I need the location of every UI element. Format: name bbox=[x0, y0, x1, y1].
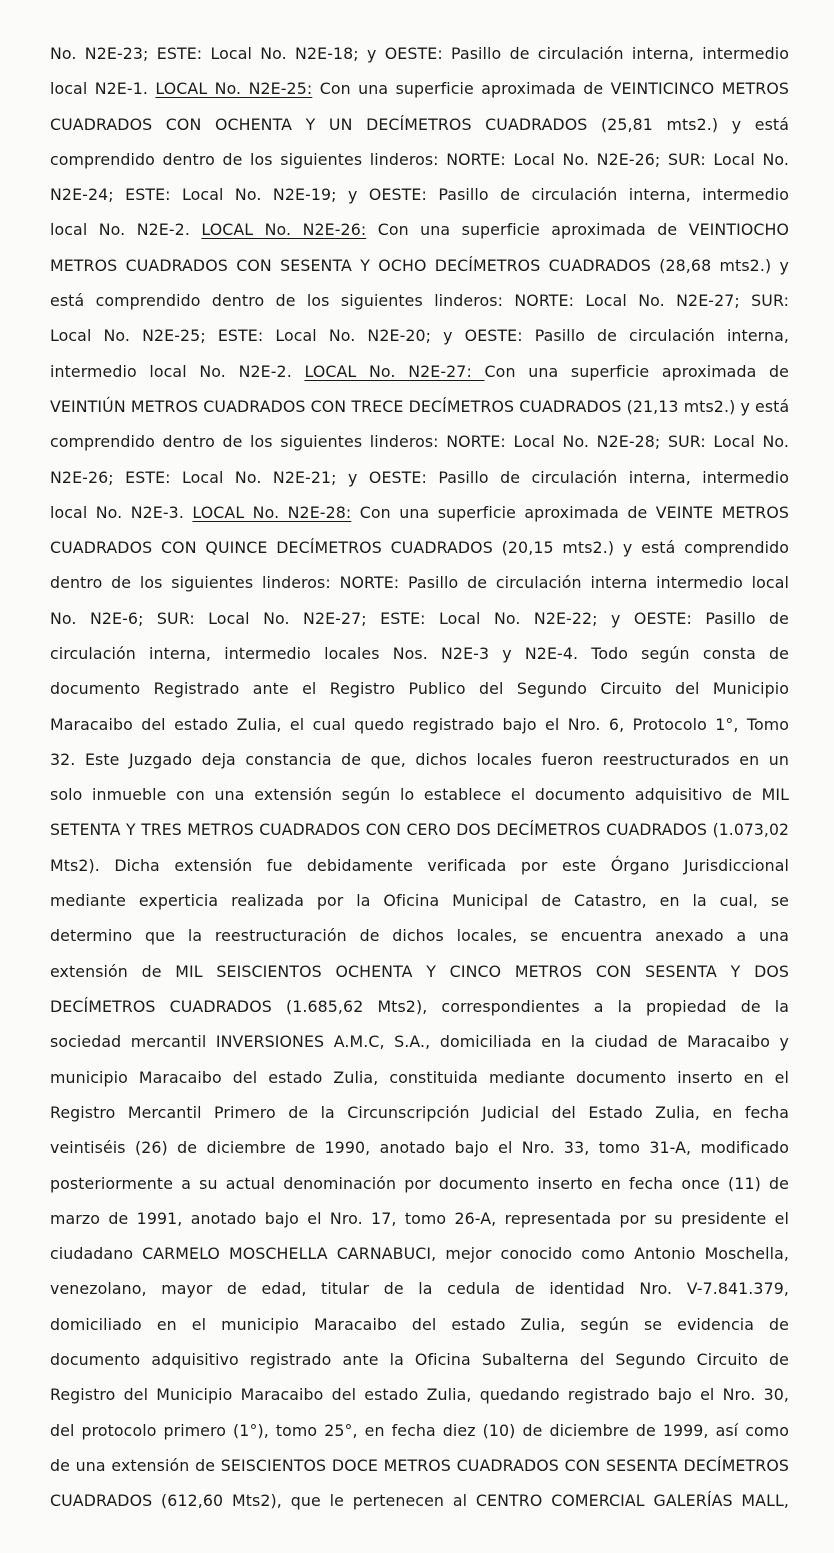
text-line bbox=[50, 1060, 789, 1095]
text-line bbox=[50, 918, 789, 953]
text-line bbox=[50, 530, 789, 565]
text-segment: de una extensión de SEISCIENTOS DOCE METROS CUADRADOS CON SESENTA DECÍMETROS bbox=[50, 1455, 789, 1475]
text-line bbox=[50, 318, 789, 353]
text-line bbox=[50, 142, 789, 177]
text-segment: VEINTIÚN METROS CUADRADOS CON TRECE DECÍMETROS CUADRADOS (21,13 mts2.) y está bbox=[50, 396, 789, 416]
text-segment: marzo de 1991, anotado bajo el Nro. 17, tomo 26-A, representada por su presidente el bbox=[50, 1208, 789, 1228]
text-line bbox=[50, 1201, 789, 1236]
text-line bbox=[50, 565, 789, 600]
text-segment: está comprendido dentro de los siguientes linderos: NORTE: Local No. N2E-27; SUR: bbox=[50, 291, 789, 311]
text-segment: mediante experticia realizada por la Oficina Municipal de Catastro, en la cual, se bbox=[50, 891, 789, 911]
text-line bbox=[50, 177, 789, 212]
underlined-heading: LOCAL No. N2E-25: bbox=[155, 79, 313, 99]
text-line bbox=[50, 883, 789, 918]
text-segment: Maracaibo del estado Zulia, el cual quedo registrado bajo el Nro. 6, Protocolo 1°, Tomo bbox=[50, 714, 789, 734]
text-segment: N2E-24; ESTE: Local No. N2E-19; y OESTE: Pasillo de circulación interna, intermedio bbox=[50, 185, 789, 205]
text-line bbox=[50, 36, 789, 71]
text-line bbox=[50, 1130, 789, 1165]
text-segment: Registro del Municipio Maracaibo del estado Zulia, quedando registrado bajo el Nro. 30, bbox=[50, 1385, 789, 1405]
text-segment: comprendido dentro de los siguientes linderos: NORTE: Local No. N2E-28; SUR: Local No. bbox=[50, 432, 789, 452]
underlined-heading: LOCAL No. N2E-27: bbox=[304, 361, 485, 381]
text-segment: determino que la reestructuración de dichos locales, se encuentra anexado a una bbox=[50, 926, 789, 946]
text-segment: dentro de los siguientes linderos: NORTE: Pasillo de circulación interna intermedio local bbox=[50, 573, 789, 593]
text-line bbox=[50, 1024, 789, 1059]
text-line bbox=[50, 601, 789, 636]
underlined-heading: LOCAL No. N2E-26: bbox=[201, 220, 367, 240]
text-line bbox=[50, 71, 789, 106]
text-segment: CUADRADOS CON QUINCE DECÍMETROS CUADRADOS (20,15 mts2.) y está comprendido bbox=[50, 538, 789, 558]
text-line bbox=[50, 1271, 789, 1306]
text-segment: local N2E-1. bbox=[50, 79, 156, 99]
text-segment: CUADRADOS CON OCHENTA Y UN DECÍMETROS CUADRADOS (25,81 mts2.) y está bbox=[50, 114, 789, 134]
text-line bbox=[50, 1307, 789, 1342]
text-line bbox=[50, 283, 789, 318]
text-line bbox=[50, 671, 789, 706]
text-line bbox=[50, 954, 789, 989]
text-segment: posteriormente a su actual denominación por documento inserto en fecha once (11) de bbox=[50, 1173, 789, 1193]
text-line bbox=[50, 1095, 789, 1130]
text-segment: circulación interna, intermedio locales Nos. N2E-3 y N2E-4. Todo según consta de bbox=[50, 644, 789, 664]
text-segment: domiciliado en el municipio Maracaibo del estado Zulia, según se evidencia de bbox=[50, 1314, 789, 1334]
text-line bbox=[50, 212, 789, 247]
text-line bbox=[50, 813, 789, 848]
text-segment: ciudadano CARMELO MOSCHELLA CARNABUCI, mejor conocido como Antonio Moschella, bbox=[50, 1244, 789, 1264]
text-line bbox=[50, 707, 789, 742]
text-line bbox=[50, 989, 789, 1024]
text-segment: municipio Maracaibo del estado Zulia, constituida mediante documento inserto en el bbox=[50, 1067, 789, 1087]
text-line bbox=[50, 742, 789, 777]
text-segment: DECÍMETROS CUADRADOS (1.685,62 Mts2), correspondientes a la propiedad de la bbox=[50, 997, 789, 1017]
text-line bbox=[50, 848, 789, 883]
text-segment: intermedio local No. N2E-2. bbox=[50, 361, 305, 381]
text-segment: local No. N2E-2. bbox=[50, 220, 202, 240]
text-segment: Con una superficie aproximada de bbox=[484, 361, 789, 381]
text-segment: Local No. N2E-25; ESTE: Local No. N2E-20; y OESTE: Pasillo de circulación interna, bbox=[50, 326, 789, 346]
text-line bbox=[50, 389, 789, 424]
text-segment: veintiséis (26) de diciembre de 1990, anotado bajo el Nro. 33, tomo 31-A, modificado bbox=[50, 1138, 789, 1158]
text-segment: No. N2E-23; ESTE: Local No. N2E-18; y OESTE: Pasillo de circulación interna, intermedio bbox=[50, 44, 789, 63]
text-line bbox=[50, 107, 789, 142]
text-segment: CUADRADOS (612,60 Mts2), que le pertenecen al CENTRO COMERCIAL GALERÍAS MALL, bbox=[50, 1491, 789, 1511]
text-segment: METROS CUADRADOS CON SESENTA Y OCHO DECÍMETROS CUADRADOS (28,68 mts2.) y bbox=[50, 255, 789, 275]
text-line bbox=[50, 1377, 789, 1412]
text-segment: venezolano, mayor de edad, titular de la cedula de identidad Nro. V-7.841.379, bbox=[50, 1279, 789, 1299]
text-line bbox=[50, 460, 789, 495]
text-line bbox=[50, 424, 789, 459]
text-segment: Con una superficie aproximada de VEINTIOCHO bbox=[366, 220, 789, 240]
text-line bbox=[50, 354, 789, 389]
text-line bbox=[50, 1342, 789, 1377]
text-line bbox=[50, 1166, 789, 1201]
text-segment: sociedad mercantil INVERSIONES A.M.C, S.A., domiciliada en la ciudad de Maracaibo y bbox=[50, 1032, 789, 1052]
underlined-heading: LOCAL No. N2E-28: bbox=[192, 502, 352, 522]
text-segment: solo inmueble con una extensión según lo establece el documento adquisitivo de MIL bbox=[50, 785, 789, 805]
text-segment: Registro Mercantil Primero de la Circunscripción Judicial del Estado Zulia, en fecha bbox=[50, 1102, 789, 1122]
text-segment: local No. N2E-3. bbox=[50, 502, 193, 522]
text-segment: Con una superficie aproximada de VEINTE METROS bbox=[351, 502, 789, 522]
text-segment: Mts2). Dicha extensión fue debidamente verificada por este Órgano Jurisdiccional bbox=[50, 855, 789, 875]
text-segment: del protocolo primero (1°), tomo 25°, en fecha diez (10) de diciembre de 1999, así como bbox=[50, 1420, 789, 1440]
text-line bbox=[50, 248, 789, 283]
text-line bbox=[50, 1236, 789, 1271]
text-segment: N2E-26; ESTE: Local No. N2E-21; y OESTE: Pasillo de circulación interna, intermedio bbox=[50, 467, 789, 487]
text-segment: Con una superficie aproximada de VEINTICINCO METROS bbox=[312, 79, 789, 99]
text-line bbox=[50, 1448, 789, 1483]
text-segment: documento Registrado ante el Registro Publico del Segundo Circuito del Municipio bbox=[50, 679, 789, 699]
text-segment: extensión de MIL SEISCIENTOS OCHENTA Y CINCO METROS CON SESENTA Y DOS bbox=[50, 961, 789, 981]
document-body bbox=[50, 36, 834, 1518]
text-line bbox=[50, 495, 789, 530]
text-segment: documento adquisitivo registrado ante la Oficina Subalterna del Segundo Circuito de bbox=[50, 1349, 789, 1369]
text-line bbox=[50, 636, 789, 671]
text-segment: comprendido dentro de los siguientes linderos: NORTE: Local No. N2E-26; SUR: Local No. bbox=[50, 149, 789, 169]
text-line bbox=[50, 777, 789, 812]
text-segment: No. N2E-6; SUR: Local No. N2E-27; ESTE: Local No. N2E-22; y OESTE: Pasillo de bbox=[50, 608, 789, 628]
text-segment: SETENTA Y TRES METROS CUADRADOS CON CERO DOS DECÍMETROS CUADRADOS (1.073,02 bbox=[50, 820, 789, 839]
text-segment: 32. Este Juzgado deja constancia de que, dichos locales fueron reestructurados en un bbox=[50, 749, 789, 769]
text-line bbox=[50, 1483, 789, 1518]
text-line bbox=[50, 1413, 789, 1448]
